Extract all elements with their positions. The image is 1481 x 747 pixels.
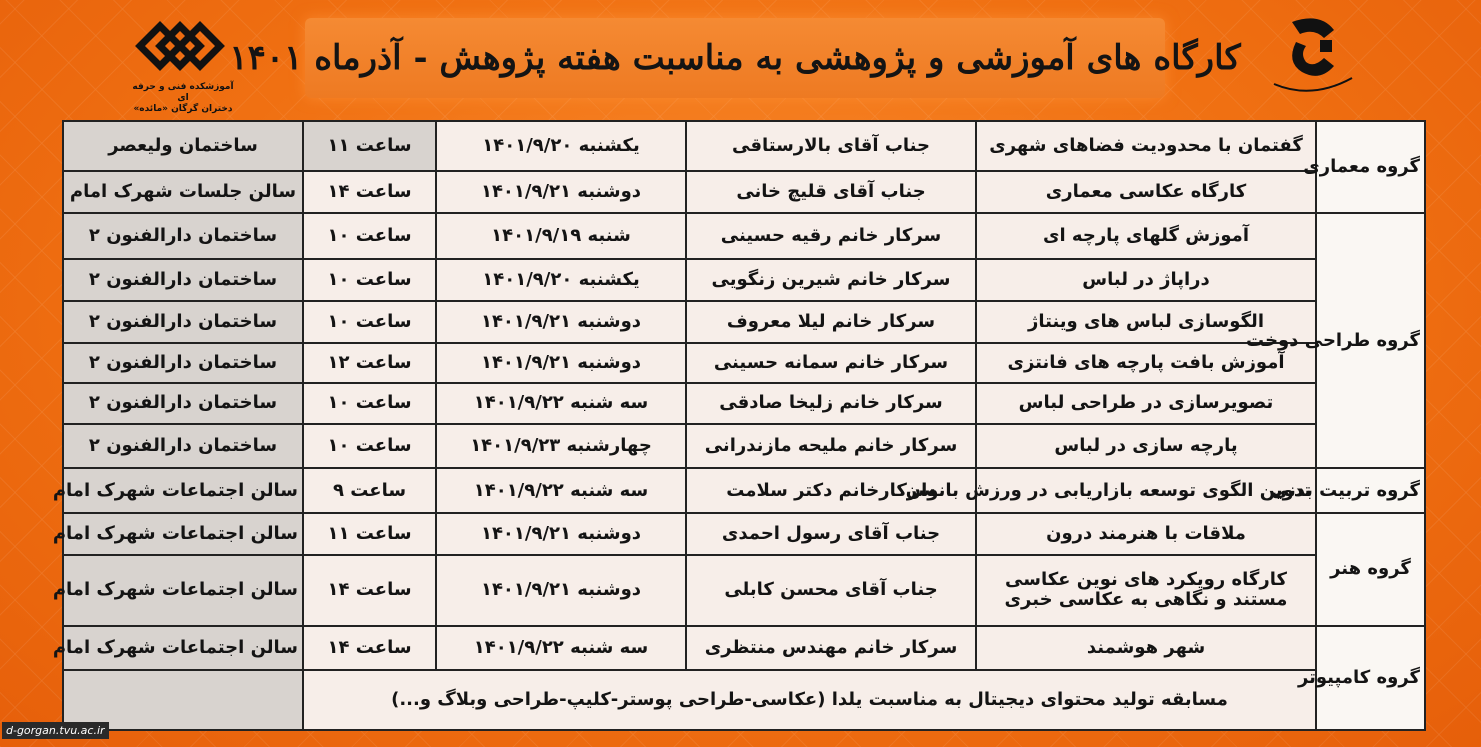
presenter-cell: سرکار خانم شیرین زنگویی xyxy=(686,259,976,301)
presenter-cell: سرکار خانم رقیه حسینی xyxy=(686,213,976,258)
contest-cell: مسابقه تولید محتوای دیجیتال به مناسبت یلدا (عکاسی-طراحی پوستر-کلیپ-طراحی وبلاگ و...) xyxy=(303,670,1316,730)
topic-cell: تصویرسازی در طراحی لباس xyxy=(976,383,1316,424)
time-cell: ساعت ۱۰ xyxy=(303,383,436,424)
topic-line-1: کارگاه رویکرد های نوین عکاسی xyxy=(1005,569,1287,591)
place-cell: سالن اجتماعات شهرک امام xyxy=(63,626,303,670)
place-cell: ساختمان دارالفنون ۲ xyxy=(63,301,303,343)
empty-cell xyxy=(63,670,303,730)
topic-cell: الگوسازی لباس های وینتاژ xyxy=(976,301,1316,343)
date-cell: دوشنبه ۱۴۰۱/۹/۲۱ xyxy=(436,171,686,213)
college-name-line-1: آموزشکده فنی و حرفه ای xyxy=(132,82,234,103)
college-logo-icon xyxy=(128,12,238,80)
date-cell: سه شنبه ۱۴۰۱/۹/۲۲ xyxy=(436,383,686,424)
time-cell: ساعت ۱۴ xyxy=(303,626,436,670)
university-logo xyxy=(1262,12,1362,102)
topic-cell: تدوین الگوی توسعه بازاریابی در ورزش بانوان xyxy=(976,468,1316,512)
presenter-cell: سرکار خانم مهندس منتظری xyxy=(686,626,976,670)
presenter-cell: جناب آقای محسن کابلی xyxy=(686,555,976,625)
table-row xyxy=(63,121,1425,171)
time-cell: ساعت ۱۰ xyxy=(303,213,436,258)
place-cell: ساختمان دارالفنون ۲ xyxy=(63,259,303,301)
date-cell: سه شنبه ۱۴۰۱/۹/۲۲ xyxy=(436,626,686,670)
workshop-schedule-table xyxy=(52,120,1426,731)
presenter-cell: سرکارخانم دکتر سلامت xyxy=(686,468,976,512)
table-row xyxy=(63,213,1425,258)
date-cell: شنبه ۱۴۰۱/۹/۱۹ xyxy=(436,213,686,258)
university-logo-icon xyxy=(1262,12,1362,102)
place-cell: ساختمان دارالفنون ۲ xyxy=(63,213,303,258)
date-cell: چهارشنبه ۱۴۰۱/۹/۲۳ xyxy=(436,424,686,468)
time-cell: ساعت ۱۰ xyxy=(303,424,436,468)
table-row xyxy=(63,259,1425,301)
date-cell: دوشنبه ۱۴۰۱/۹/۲۱ xyxy=(436,555,686,625)
time-cell: ساعت ۱۴ xyxy=(303,555,436,625)
time-cell: ساعت ۱۲ xyxy=(303,343,436,382)
time-cell: ساعت ۱۰ xyxy=(303,301,436,343)
topic-cell: شهر هوشمند xyxy=(976,626,1316,670)
page-title: کارگاه های آموزشی و پژوهشی به مناسبت هفته پژوهش - آذرماه ۱۴۰۱ xyxy=(229,38,1241,78)
college-name-line-2: دختران گرگان «مائده» xyxy=(133,104,233,114)
table-row xyxy=(63,468,1425,512)
date-cell: دوشنبه ۱۴۰۱/۹/۲۱ xyxy=(436,301,686,343)
source-watermark: d-gorgan.tvu.ac.ir xyxy=(2,722,109,739)
group-cell-art: گروه هنر xyxy=(1316,513,1425,626)
topic-cell: آموزش گلهای پارچه ای xyxy=(976,213,1316,258)
presenter-cell: سرکار خانم ملیحه مازندرانی xyxy=(686,424,976,468)
college-name xyxy=(128,82,238,115)
place-cell: ساختمان ولیعصر xyxy=(63,121,303,171)
place-cell: سالن جلسات شهرک امام xyxy=(63,171,303,213)
college-logo xyxy=(128,12,238,112)
date-cell: یکشنبه ۱۴۰۱/۹/۲۰ xyxy=(436,121,686,171)
place-cell: سالن اجتماعات شهرک امام xyxy=(63,555,303,625)
time-cell: ساعت ۹ xyxy=(303,468,436,512)
date-cell: یکشنبه ۱۴۰۱/۹/۲۰ xyxy=(436,259,686,301)
topic-cell: دراپاژ در لباس xyxy=(976,259,1316,301)
group-cell-computer: گروه کامپیوتر xyxy=(1316,626,1425,731)
date-cell: دوشنبه ۱۴۰۱/۹/۲۱ xyxy=(436,343,686,382)
table-row xyxy=(63,301,1425,343)
time-cell: ساعت ۱۴ xyxy=(303,171,436,213)
topic-cell: گفتمان با محدودیت فضاهای شهری xyxy=(976,121,1316,171)
table-row xyxy=(63,424,1425,468)
group-cell-architecture: گروه معماری xyxy=(1316,121,1425,213)
presenter-cell: جناب آقای رسول احمدی xyxy=(686,513,976,555)
place-cell: سالن اجتماعات شهرک امام xyxy=(63,468,303,512)
table-row xyxy=(63,171,1425,213)
presenter-cell: سرکار خانم لیلا معروف xyxy=(686,301,976,343)
date-cell: سه شنبه ۱۴۰۱/۹/۲۲ xyxy=(436,468,686,512)
group-cell-fashion: گروه طراحی دوخت xyxy=(1316,213,1425,468)
date-cell: دوشنبه ۱۴۰۱/۹/۲۱ xyxy=(436,513,686,555)
topic-cell xyxy=(976,555,1316,625)
title-banner xyxy=(229,18,1241,98)
presenter-cell: جناب آقای قلیچ خانی xyxy=(686,171,976,213)
table-row xyxy=(63,513,1425,555)
place-cell: ساختمان دارالفنون ۲ xyxy=(63,424,303,468)
presenter-cell: سرکار خانم سمانه حسینی xyxy=(686,343,976,382)
time-cell: ساعت ۱۰ xyxy=(303,259,436,301)
topic-cell: کارگاه عکاسی معماری xyxy=(976,171,1316,213)
place-cell: ساختمان دارالفنون ۲ xyxy=(63,383,303,424)
table-row xyxy=(63,670,1425,730)
presenter-cell: سرکار خانم زلیخا صادقی xyxy=(686,383,976,424)
place-cell: سالن اجتماعات شهرک امام xyxy=(63,513,303,555)
presenter-cell: جناب آقای بالارستاقی xyxy=(686,121,976,171)
topic-line-2: مستند و نگاهی به عکاسی خبری xyxy=(1004,589,1288,611)
topic-cell: پارچه سازی در لباس xyxy=(976,424,1316,468)
topic-cell: آموزش بافت پارچه های فانتزی xyxy=(976,343,1316,382)
table-row xyxy=(63,343,1425,382)
table-row xyxy=(63,626,1425,670)
place-cell: ساختمان دارالفنون ۲ xyxy=(63,343,303,382)
time-cell: ساعت ۱۱ xyxy=(303,121,436,171)
time-cell: ساعت ۱۱ xyxy=(303,513,436,555)
table-row xyxy=(63,383,1425,424)
topic-cell: ملاقات با هنرمند درون xyxy=(976,513,1316,555)
group-cell-sports: گروه تربیت بدنی xyxy=(1316,468,1425,512)
table-row xyxy=(63,555,1425,625)
